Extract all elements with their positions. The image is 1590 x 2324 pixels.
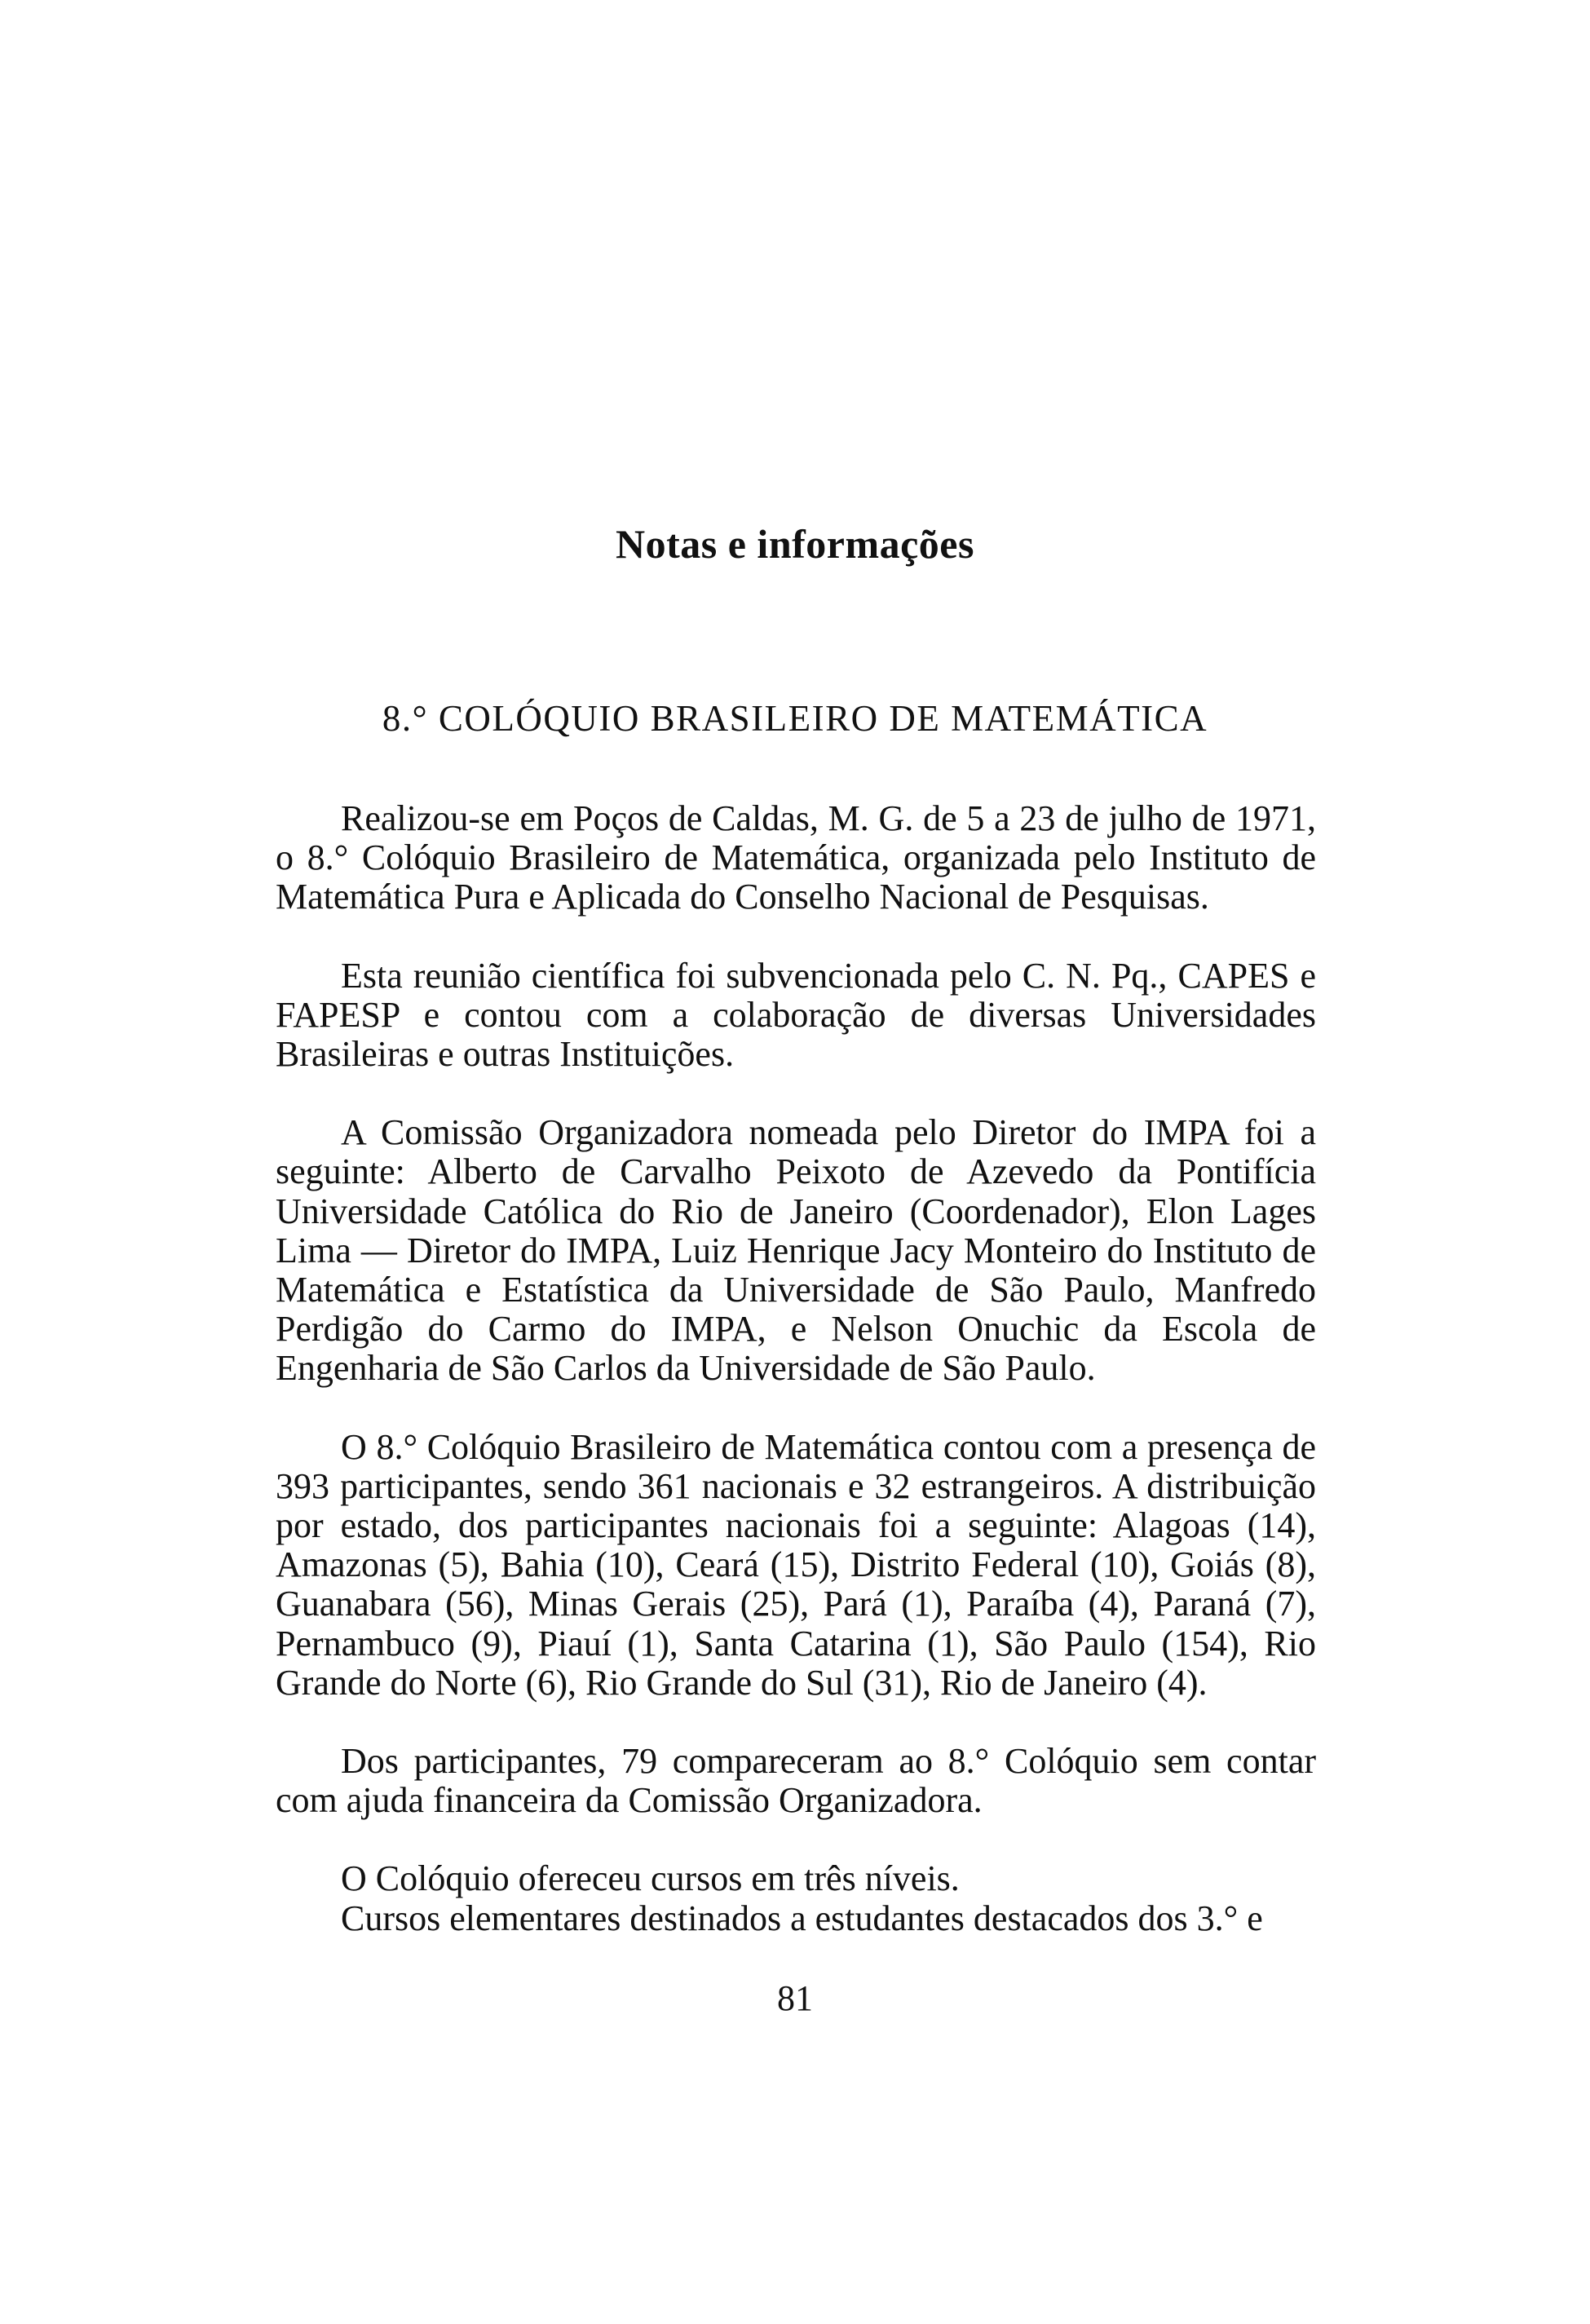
- paragraph-participants: O 8.° Colóquio Brasileiro de Matemática contou com a presença de 393 participantes, sendo 361 nacionais e 32 estrangeiros. A distribuição por estado, dos participantes nacionais foi a seguinte: Alagoas (14), Amazonas (5), Bahia (10), Ceará (15), Distrito Federal (10), Goiás (8), Guanabara (56), Minas Gerais (25), Pará (1), Paraíba (4), Paraná (7), Pernambuco (9), Piauí (1), Santa Catarina (1), São Paulo (154), Rio Grande do Norte (6), Rio Grande do Sul (31), Rio de Janeiro (4).: [276, 1426, 1316, 1703]
- article-body: [276, 799, 1316, 1938]
- section-title: Notas e informações: [616, 521, 974, 567]
- paragraph-funding: Esta reunião científica foi subvencionada pelo C. N. Pq., CAPES e FAPESP e contou com a colaboração de diversas Universidades Brasileiras e outras Instituições.: [276, 955, 1316, 1075]
- paragraph-intro: Realizou-se em Poços de Caldas, M. G. de 5 a 23 de julho de 1971, o 8.° Colóquio Brasileiro de Matemática, organizada pelo Instituto de Matemática Pura e Aplicada do Conselho Nacional de Pesquisas.: [276, 798, 1316, 917]
- paragraph-course-levels: O Colóquio ofereceu cursos em três níveis.: [341, 1858, 960, 1899]
- article-heading: 8.° COLÓQUIO BRASILEIRO DE MATEMÁTICA: [382, 698, 1208, 739]
- paragraph-elementary-courses: Cursos elementares destinados a estudantes destacados dos 3.° e: [341, 1898, 1263, 1938]
- paragraph-committee: A Comissão Organizadora nomeada pelo Diretor do IMPA foi a seguinte: Alberto de Carvalho Peixoto de Azevedo da Pontifícia Universidade Católica do Rio de Janeiro (Coordenador), Elon Lages Lima — Diretor do IMPA, Luiz Henrique Jacy Monteiro do Instituto de Matemática e Estatística da Universidade de São Paulo, Manfredo Perdigão do Carmo do IMPA, e Nelson Onuchic da Escola de Engenharia de São Carlos da Universidade de São Paulo.: [276, 1112, 1316, 1389]
- page-number: 81: [777, 1978, 813, 2018]
- paragraph-self-funded: Dos participantes, 79 compareceram ao 8.° Colóquio sem contar com ajuda financeira da Comissão Organizadora.: [276, 1741, 1316, 1821]
